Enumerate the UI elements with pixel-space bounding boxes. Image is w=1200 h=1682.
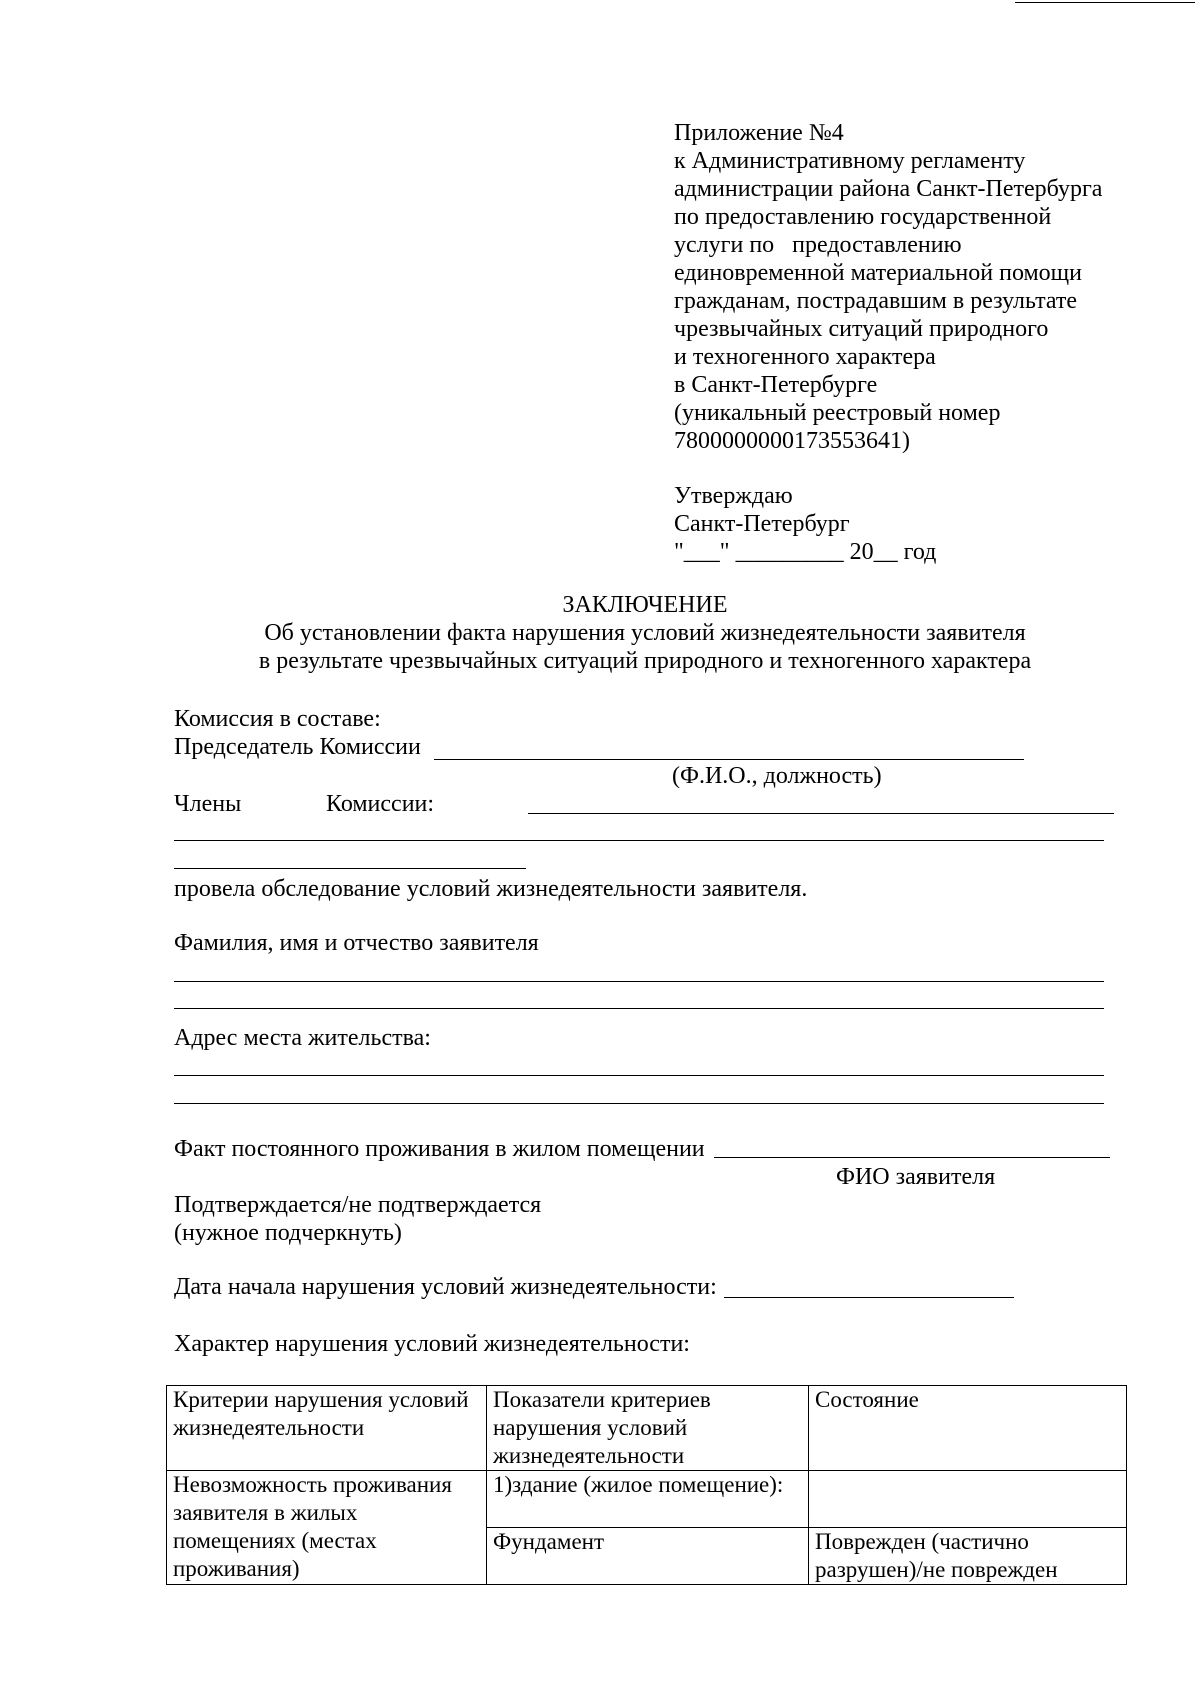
- members-field-line: [174, 840, 1104, 841]
- address-line: [174, 1075, 1104, 1076]
- members-field-line: [174, 868, 526, 869]
- appendix-line: к Административному регламенту: [674, 148, 1026, 174]
- document-title: ЗАКЛЮЧЕНИЕ: [562, 592, 728, 618]
- members-label-2: Комиссии:: [326, 791, 435, 817]
- confirm-options: Подтверждается/не подтверждается: [174, 1192, 542, 1218]
- appendix-line: услуги по предоставлению: [674, 232, 962, 258]
- chair-field-line: [434, 759, 1024, 760]
- applicant-name-line: [174, 981, 1104, 982]
- start-date-label: Дата начала нарушения условий жизнедеятельности:: [174, 1274, 717, 1300]
- chair-label: Председатель Комиссии: [174, 734, 421, 760]
- chair-hint: (Ф.И.О., должность): [672, 763, 882, 789]
- applicant-name-label: Фамилия, имя и отчество заявителя: [174, 930, 539, 956]
- appendix-line: гражданам, пострадавшим в результате: [674, 288, 1078, 314]
- appendix-line: (уникальный реестровый номер: [674, 400, 1001, 426]
- residence-label: Факт постоянного проживания в жилом помещении: [174, 1136, 705, 1162]
- state-cell: Поврежден (частично разрушен)/не поврежден: [809, 1528, 1127, 1585]
- address-line: [174, 1103, 1104, 1104]
- members-field-line: [528, 813, 1114, 814]
- residence-field-line: [714, 1157, 1110, 1158]
- appendix-line: в Санкт-Петербурге: [674, 372, 878, 398]
- address-label: Адрес места жительства:: [174, 1025, 431, 1051]
- approval-city: Санкт-Петербург: [674, 511, 850, 537]
- header-state: Состояние: [809, 1386, 1127, 1471]
- header-criteria: Критерии нарушения условий жизнедеятельности: [167, 1386, 487, 1471]
- commission-conducted: провела обследование условий жизнедеятельности заявителя.: [174, 876, 808, 902]
- title-line-2: в результате чрезвычайных ситуаций природного и техногенного характера: [258, 648, 1032, 674]
- appendix-line: и техногенного характера: [674, 344, 936, 370]
- members-label-1: Члены: [174, 791, 242, 817]
- commission-intro: Комиссия в составе:: [174, 706, 381, 732]
- appendix-line: по предоставлению государственной: [674, 204, 1052, 230]
- start-date-line: [724, 1297, 1014, 1298]
- state-cell: [809, 1471, 1127, 1528]
- indicator-cell: 1)здание (жилое помещение):: [487, 1471, 809, 1528]
- approval-block: [674, 482, 936, 566]
- character-label: Характер нарушения условий жизнедеятельности:: [174, 1331, 690, 1357]
- residence-hint: ФИО заявителя: [836, 1164, 996, 1190]
- approval-date-line: "___" _________ 20__ год: [674, 539, 937, 565]
- appendix-line: чрезвычайных ситуаций природного: [674, 316, 1049, 342]
- criterion-cell: Невозможность проживания заявителя в жилых помещениях (местах проживания): [167, 1471, 487, 1585]
- header-indicators: Показатели критериев нарушения условий жизнедеятельности: [487, 1386, 809, 1471]
- appendix-line: 7800000000173553641): [674, 428, 910, 454]
- top-right-rule: [1015, 2, 1195, 3]
- appendix-line: единовременной материальной помощи: [674, 260, 1082, 286]
- criteria-table: [166, 1385, 1127, 1585]
- appendix-line: администрации района Санкт-Петербурга: [674, 176, 1103, 202]
- approve-label: Утверждаю: [674, 483, 793, 509]
- appendix-block: [674, 119, 1102, 455]
- table-header-row: [167, 1386, 1127, 1471]
- indicator-cell: Фундамент: [487, 1528, 809, 1585]
- table-row: [167, 1471, 1127, 1528]
- underline-hint: (нужное подчеркнуть): [174, 1220, 402, 1246]
- appendix-line: Приложение №4: [674, 120, 844, 146]
- title-line-1: Об установлении факта нарушения условий жизнедеятельности заявителя: [264, 620, 1026, 646]
- applicant-name-line: [174, 1008, 1104, 1009]
